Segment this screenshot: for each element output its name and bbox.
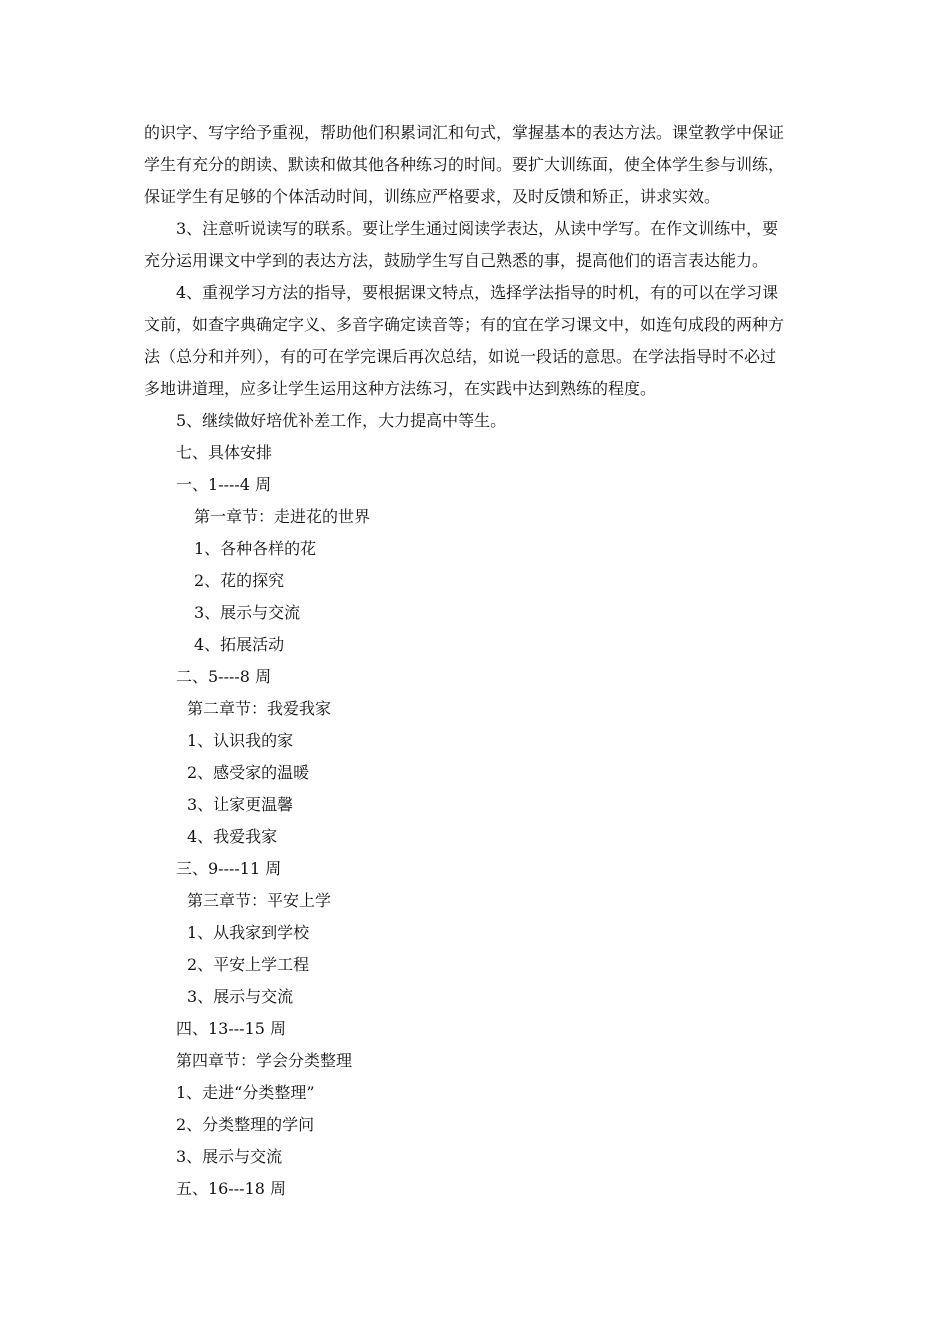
point-5: 5、继续做好培优补差工作，大力提高中等生。	[176, 411, 507, 430]
lesson-item: 3、展示与交流	[176, 1147, 283, 1166]
week-range-4: 四、13---15 周	[176, 1019, 287, 1038]
lesson-item: 3、让家更温馨	[187, 795, 294, 814]
lesson-item: 3、展示与交流	[187, 987, 294, 1006]
text-line: 保证学生有足够的个体活动时间，训练应严格要求，及时反馈和矫正，讲求实效。	[144, 187, 721, 206]
lesson-item: 1、从我家到学校	[187, 923, 310, 942]
text-line: 多地讲道理，应多让学生运用这种方法练习，在实践中达到熟练的程度。	[144, 379, 657, 398]
lesson-item: 2、感受家的温暖	[187, 763, 310, 782]
text-line: 学生有充分的朗读、默读和做其他各种练习的时间。要扩大训练面，使全体学生参与训练，	[144, 155, 785, 174]
lesson-item: 2、花的探究	[194, 571, 285, 590]
text-line: 3、注意听说读写的联系。要让学生通过阅读学表达，从读中学写。在作文训练中，要	[144, 219, 779, 238]
chapter-title-2: 第二章节：我爱我家	[187, 699, 332, 718]
week-range-1: 一、1----4 周	[176, 475, 272, 494]
week-range-5: 五、16---18 周	[176, 1179, 287, 1198]
text-line: 文前，如查字典确定字义、多音字确定读音等；有的宜在学习课文中，如连句成段的两种方	[144, 315, 785, 334]
lesson-item: 2、平安上学工程	[187, 955, 310, 974]
lesson-item: 2、分类整理的学问	[176, 1115, 315, 1134]
week-range-3: 三、9----11 周	[176, 859, 282, 878]
section-heading-schedule: 七、具体安排	[176, 443, 273, 462]
paragraph-point-4	[144, 277, 808, 405]
lesson-item: 1、走进“分类整理”	[176, 1083, 315, 1102]
text-line: 法（总分和并列），有的可在学完课后再次总结，如说一段话的意思。在学法指导时不必过	[144, 347, 777, 366]
chapter-title-3: 第三章节：平安上学	[187, 891, 332, 910]
text-line: 4、重视学习方法的指导，要根据课文特点，选择学法指导的时机，有的可以在学习课	[144, 283, 779, 302]
week-range-2: 二、5----8 周	[176, 667, 272, 686]
lesson-item: 1、各种各样的花	[194, 539, 317, 558]
text-line: 的识字、写字给予重视，帮助他们积累词汇和句式，掌握基本的表达方法。课堂教学中保证	[144, 123, 785, 142]
lesson-item: 4、我爱我家	[187, 827, 278, 846]
lesson-item: 1、认识我的家	[187, 731, 294, 750]
chapter-title-1: 第一章节：走进花的世界	[194, 507, 371, 526]
lesson-item: 4、拓展活动	[194, 635, 285, 654]
paragraph-point-3	[144, 213, 808, 277]
lesson-item: 3、展示与交流	[194, 603, 301, 622]
chapter-title-4: 第四章节：学会分类整理	[176, 1051, 353, 1070]
paragraph-training	[144, 117, 808, 213]
text-line: 充分运用课文中学到的表达方法，鼓励学生写自己熟悉的事，提高他们的语言表达能力。	[144, 251, 769, 270]
